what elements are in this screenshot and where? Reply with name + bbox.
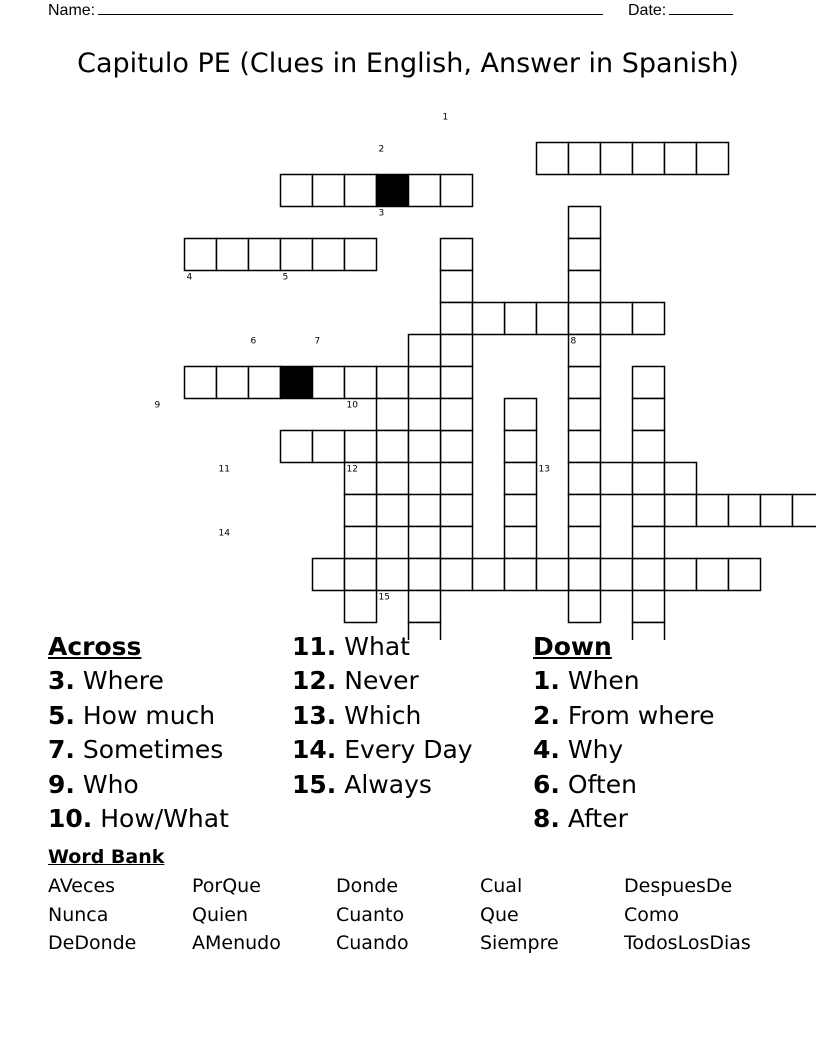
grid-cell[interactable]	[761, 495, 793, 527]
word-bank-column	[48, 872, 136, 958]
clue-number: 15	[378, 592, 390, 603]
grid-cell[interactable]	[377, 367, 409, 399]
grid-cell[interactable]	[441, 335, 473, 367]
grid-cell[interactable]	[345, 431, 377, 463]
grid-cell[interactable]	[633, 463, 665, 495]
grid-cell[interactable]	[409, 591, 441, 623]
grid-cell[interactable]	[345, 591, 377, 623]
grid-cell[interactable]	[633, 495, 665, 527]
grid-cell[interactable]	[633, 431, 665, 463]
grid-cell[interactable]	[409, 175, 441, 207]
grid-cell[interactable]	[569, 367, 601, 399]
grid-cell[interactable]	[505, 399, 537, 431]
grid-cell[interactable]	[441, 431, 473, 463]
grid-cell[interactable]	[409, 367, 441, 399]
grid-cell[interactable]	[537, 303, 569, 335]
grid-cell[interactable]	[569, 335, 601, 367]
word-bank-item: PorQue	[192, 875, 261, 897]
word-bank-item: Que	[480, 903, 519, 926]
black-cell	[281, 367, 313, 399]
across-clues-column	[48, 630, 229, 836]
clue-item: 12. Never	[292, 666, 419, 696]
clue-item: 10. How/What	[48, 804, 229, 834]
word-bank-item: DeDonde	[48, 932, 137, 954]
grid-cell[interactable]	[345, 527, 377, 559]
grid-cell[interactable]	[569, 303, 601, 335]
word-bank-item: TodosLosDias	[624, 932, 751, 954]
clue-number: 7	[314, 336, 321, 347]
word-bank-item: AVeces	[48, 875, 116, 897]
clue-number: 13	[538, 464, 550, 475]
clue-number: 6	[250, 336, 257, 347]
grid-cell[interactable]	[633, 591, 665, 623]
clue-number: 3	[378, 208, 385, 219]
clue-item: 5. How much	[48, 700, 216, 730]
clue-item: 1. When	[533, 666, 640, 696]
word-bank-column	[480, 872, 559, 958]
down-clues-column	[533, 630, 715, 836]
grid-cell[interactable]	[729, 495, 761, 527]
grid-cell[interactable]	[473, 303, 505, 335]
name-field	[48, 0, 603, 20]
clue-number: 9	[154, 400, 161, 411]
grid-cell[interactable]	[665, 463, 697, 495]
clue-number: 8	[570, 336, 577, 347]
word-bank-item: Nunca	[48, 903, 109, 926]
grid-cell[interactable]	[345, 463, 377, 495]
clue-number: 10	[346, 400, 358, 411]
page-title: Capitulo PE (Clues in English, Answer in Spanish)	[77, 48, 739, 79]
word-bank-item: Cual	[480, 875, 523, 897]
grid-cell[interactable]	[697, 495, 729, 527]
grid-cell[interactable]	[377, 399, 409, 431]
grid-cell[interactable]	[633, 143, 665, 175]
grid-cell[interactable]	[281, 239, 313, 271]
grid-cell[interactable]	[281, 175, 313, 207]
grid-cell[interactable]	[217, 239, 249, 271]
word-bank-column	[336, 872, 409, 958]
grid-cell[interactable]	[793, 495, 816, 527]
grid-cell[interactable]	[569, 271, 601, 303]
grid-cell[interactable]	[409, 527, 441, 559]
clue-number: 11	[218, 464, 230, 475]
word-bank-column	[624, 872, 751, 958]
clue-number: 14	[218, 528, 230, 539]
grid-cell[interactable]	[345, 175, 377, 207]
name-label: Name:	[48, 2, 96, 19]
grid-cell[interactable]	[441, 239, 473, 271]
grid-cell[interactable]	[441, 495, 473, 527]
grid-cell[interactable]	[601, 559, 633, 591]
grid-cell[interactable]	[473, 559, 505, 591]
clue-item: 3. Where	[48, 666, 164, 696]
grid-cell[interactable]	[569, 591, 601, 623]
grid-cell[interactable]	[313, 239, 345, 271]
word-bank-item: Donde	[336, 875, 399, 897]
grid-cell[interactable]	[665, 559, 697, 591]
grid-cell[interactable]	[377, 495, 409, 527]
grid-cell[interactable]	[441, 399, 473, 431]
grid-cell[interactable]	[633, 303, 665, 335]
grid-cell[interactable]	[569, 239, 601, 271]
clue-number: 5	[282, 272, 289, 283]
grid-cell[interactable]	[633, 399, 665, 431]
clue-item: 11. What	[292, 632, 410, 661]
grid-cell[interactable]	[313, 175, 345, 207]
word-bank-item: Siempre	[480, 932, 559, 954]
grid-cell[interactable]	[601, 303, 633, 335]
clue-number: 4	[186, 272, 193, 283]
across-heading: Across	[48, 632, 142, 661]
clue-item: 8. After	[533, 804, 628, 834]
grid-cell[interactable]	[409, 559, 441, 591]
grid-cell[interactable]	[313, 431, 345, 463]
clue-item: 6. Often	[533, 769, 637, 799]
grid-cell[interactable]	[345, 559, 377, 591]
grid-cell[interactable]	[441, 559, 473, 591]
word-bank-item: Cuanto	[336, 903, 405, 926]
grid-cell[interactable]	[633, 559, 665, 591]
date-underline	[669, 0, 733, 15]
grid-cell[interactable]	[505, 303, 537, 335]
grid-cell[interactable]	[409, 431, 441, 463]
clue-number: 2	[378, 144, 385, 155]
grid-cell[interactable]	[345, 367, 377, 399]
grid-cell[interactable]	[537, 559, 569, 591]
grid-cell[interactable]	[633, 527, 665, 559]
grid-cell[interactable]	[569, 399, 601, 431]
grid-cell[interactable]	[441, 527, 473, 559]
grid-cell[interactable]	[569, 527, 601, 559]
grid-cell[interactable]	[441, 463, 473, 495]
grid-cell[interactable]	[505, 495, 537, 527]
grid-cell[interactable]	[185, 367, 217, 399]
down-heading: Down	[533, 632, 612, 661]
grid-cell[interactable]	[409, 495, 441, 527]
black-cell	[377, 175, 409, 207]
date-label: Date:	[628, 2, 667, 19]
clue-item: 2. From where	[533, 700, 715, 730]
across-clues-column-2	[292, 630, 473, 802]
grid-cell[interactable]	[185, 239, 217, 271]
grid-cell[interactable]	[249, 239, 281, 271]
grid-cell[interactable]	[505, 527, 537, 559]
clue-number: 1	[442, 112, 449, 123]
grid-cell[interactable]	[409, 335, 441, 367]
grid-cell[interactable]	[377, 431, 409, 463]
grid-cell[interactable]	[601, 143, 633, 175]
grid-cell[interactable]	[569, 559, 601, 591]
clue-item: 14. Every Day	[292, 735, 473, 765]
grid-cell[interactable]	[377, 559, 409, 591]
grid-cell[interactable]	[313, 559, 345, 591]
word-bank-heading: Word Bank	[48, 846, 165, 868]
word-bank-item: Como	[624, 903, 680, 926]
grid-cell[interactable]	[345, 239, 377, 271]
grid-cell[interactable]	[569, 495, 601, 527]
grid-cell[interactable]	[569, 463, 601, 495]
grid-cell[interactable]	[441, 271, 473, 303]
clue-item: 7. Sometimes	[48, 735, 224, 765]
grid-cell[interactable]	[441, 303, 473, 335]
grid-cell[interactable]	[345, 495, 377, 527]
name-underline	[98, 0, 603, 15]
grid-cell[interactable]	[537, 143, 569, 175]
date-field	[628, 0, 733, 20]
grid-cell[interactable]	[505, 559, 537, 591]
grid-cell[interactable]	[729, 559, 761, 591]
grid-cell[interactable]	[665, 143, 697, 175]
grid-cell[interactable]	[281, 431, 313, 463]
grid-cell[interactable]	[697, 143, 729, 175]
word-bank-item: DespuesDe	[624, 875, 733, 897]
word-bank-item: AMenudo	[192, 932, 281, 954]
word-bank-column	[192, 872, 281, 958]
grid-cell[interactable]	[569, 207, 601, 239]
grid-cell[interactable]	[441, 175, 473, 207]
grid-cell[interactable]	[697, 559, 729, 591]
grid-cell[interactable]	[217, 367, 249, 399]
grid-cell[interactable]	[313, 367, 345, 399]
grid-cell[interactable]	[633, 367, 665, 399]
grid-cell[interactable]	[601, 463, 633, 495]
grid-cell[interactable]	[377, 463, 409, 495]
grid-cell[interactable]	[665, 495, 697, 527]
grid-cell[interactable]	[249, 367, 281, 399]
grid-cell[interactable]	[505, 463, 537, 495]
grid-cell[interactable]	[505, 431, 537, 463]
grid-cell[interactable]	[569, 431, 601, 463]
word-bank-item: Quien	[192, 903, 249, 926]
grid-cell[interactable]	[441, 367, 473, 399]
clue-number: 12	[346, 464, 358, 475]
word-bank-item: Cuando	[336, 932, 409, 954]
clue-item: 15. Always	[292, 769, 432, 799]
clue-item: 13. Which	[292, 700, 422, 730]
clue-item: 9. Who	[48, 769, 139, 799]
clue-item: 4. Why	[533, 735, 624, 765]
grid-cell[interactable]	[569, 143, 601, 175]
